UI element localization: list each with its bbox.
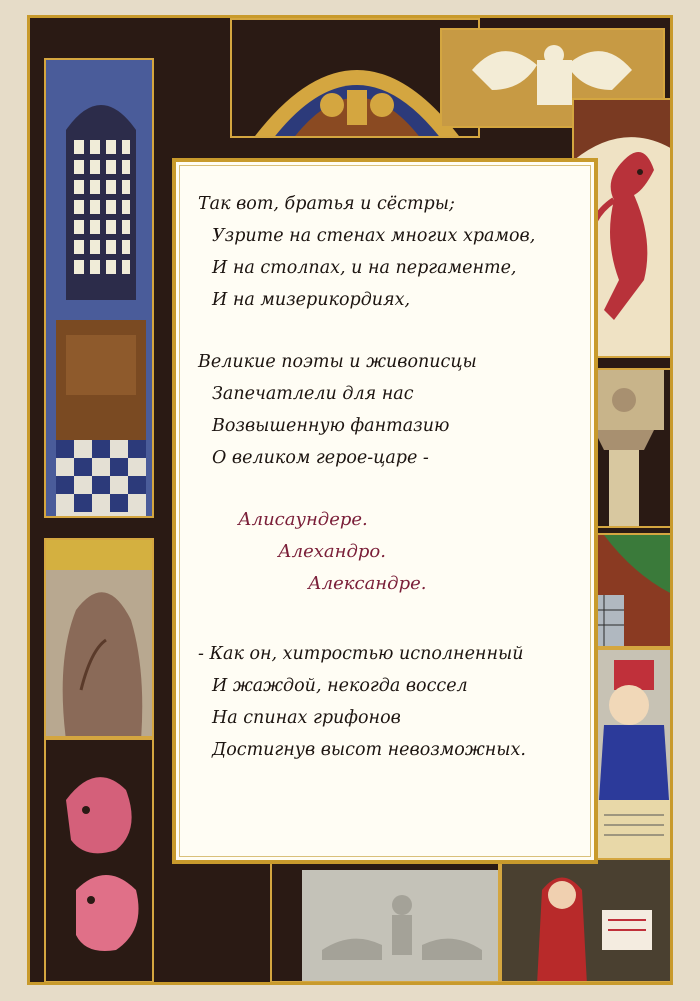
reader-panel: [500, 858, 672, 983]
poem-line: - Как он, хитростью исполненный: [198, 644, 524, 664]
illuminated-page: [27, 15, 673, 985]
hero-name: Александре.: [308, 573, 427, 594]
poem-line: На спинах грифонов: [212, 708, 401, 728]
poem-line: Запечатлели для нас: [212, 384, 414, 404]
rock-panel: [44, 538, 154, 738]
poem-line: Так вот, братья и сёстры;: [198, 194, 455, 214]
griffins-panel: [44, 738, 154, 983]
poem-line: Достигнув высот невозможных.: [212, 740, 526, 760]
poem-line: О великом герое-царе -: [212, 448, 429, 468]
poem-line: И на мизерикордиях,: [212, 290, 411, 310]
stained-glass-window-panel: [44, 58, 154, 518]
stone-relief-panel: [270, 858, 500, 983]
poem-line: Великие поэты и живописцы: [198, 352, 477, 372]
poem-text-box: [172, 158, 598, 864]
poem-line: Узрите на стенах многих храмов,: [212, 226, 536, 246]
hero-name: Алехандро.: [278, 541, 386, 562]
poem-line: И жаждой, некогда воссел: [212, 676, 468, 696]
stanza-2: [198, 346, 576, 474]
poem-line: Возвышенную фантазию: [212, 416, 450, 436]
poem-line: И на столпах, и на пергаменте,: [212, 258, 517, 278]
hero-names: [198, 504, 576, 600]
stanza-1: [198, 188, 576, 316]
stanza-3: [198, 638, 576, 766]
hero-name: Алисаундере.: [238, 509, 368, 530]
